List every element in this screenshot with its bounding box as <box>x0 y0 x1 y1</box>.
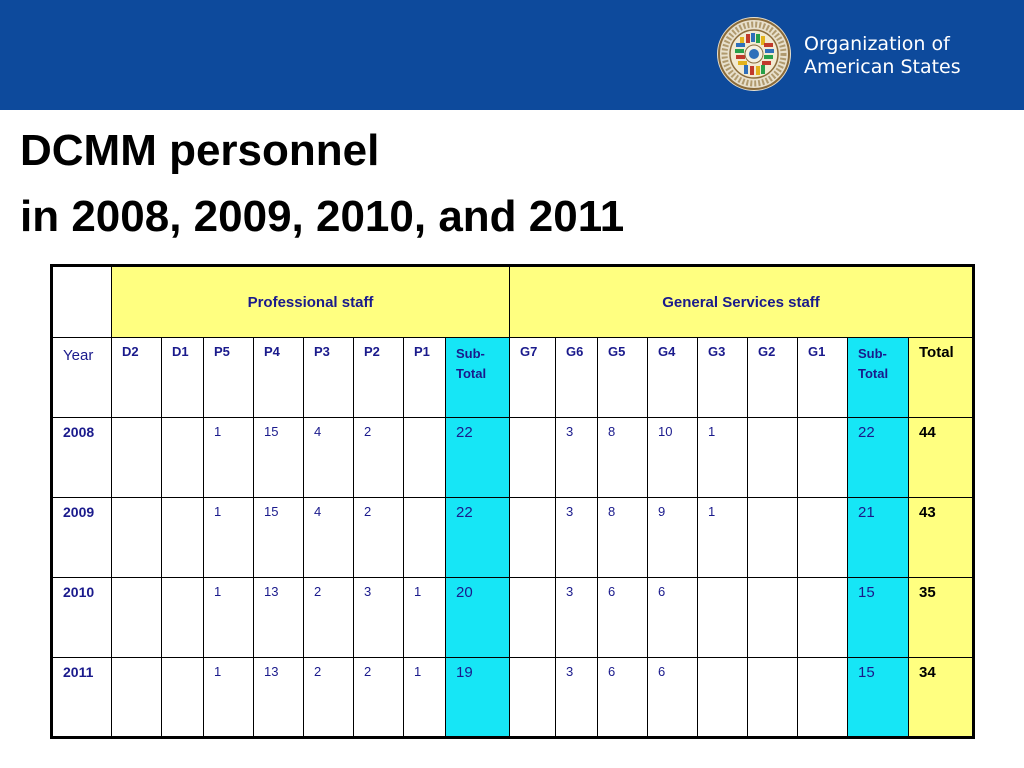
table-cell <box>798 578 848 658</box>
table-cell: 1 <box>204 658 254 738</box>
col-header-g3: G3 <box>698 338 748 418</box>
table-cell: 6 <box>648 658 698 738</box>
col-header-year: Year <box>52 338 112 418</box>
table-cell: 19 <box>446 658 510 738</box>
col-header-p4: P4 <box>254 338 304 418</box>
table-cell: 13 <box>254 578 304 658</box>
table-cell <box>698 578 748 658</box>
subtotal-label-line1: Sub- <box>858 346 887 361</box>
table-cell: 6 <box>598 578 648 658</box>
col-header-total: Total <box>909 338 974 418</box>
table-cell <box>112 578 162 658</box>
professional-staff-header: Professional staff <box>112 266 510 338</box>
slide-title <box>20 118 624 250</box>
table-row <box>52 418 974 498</box>
table-cell: 34 <box>909 658 974 738</box>
table-cell <box>748 658 798 738</box>
table-cell: 3 <box>354 578 404 658</box>
col-header-d2: D2 <box>112 338 162 418</box>
header-bar <box>0 0 1024 110</box>
col-header-p1: P1 <box>404 338 446 418</box>
table-cell: 21 <box>848 498 909 578</box>
oas-seal-logo <box>716 16 792 92</box>
table-cell: 4 <box>304 418 354 498</box>
table-cell: 1 <box>698 418 748 498</box>
table-cell <box>404 498 446 578</box>
personnel-table <box>50 264 975 739</box>
row-year-cell: 2009 <box>52 498 112 578</box>
table-row <box>52 498 974 578</box>
col-header-g7: G7 <box>510 338 556 418</box>
table-cell: 3 <box>556 578 598 658</box>
table-cell: 15 <box>848 578 909 658</box>
title-line1: DCMM personnel <box>20 126 380 175</box>
organization-name <box>804 33 961 79</box>
table-row <box>52 578 974 658</box>
table-cell: 3 <box>556 498 598 578</box>
table-cell: 13 <box>254 658 304 738</box>
table-cell: 15 <box>848 658 909 738</box>
table-cell <box>162 498 204 578</box>
table-cell <box>510 578 556 658</box>
table-cell <box>112 418 162 498</box>
col-header-p2: P2 <box>354 338 404 418</box>
table-cell <box>510 498 556 578</box>
table-cell: 8 <box>598 498 648 578</box>
table-cell: 1 <box>404 658 446 738</box>
table-cell: 2 <box>304 658 354 738</box>
org-name-line2: American States <box>804 56 961 78</box>
org-name-line1: Organization of <box>804 33 950 55</box>
table-cell: 1 <box>204 498 254 578</box>
table-cell <box>510 418 556 498</box>
table-cell: 22 <box>446 498 510 578</box>
corner-cell <box>52 266 112 338</box>
table-cell: 15 <box>254 418 304 498</box>
general-services-staff-header: General Services staff <box>510 266 974 338</box>
table-cell <box>162 418 204 498</box>
table-cell <box>112 498 162 578</box>
table-cell: 15 <box>254 498 304 578</box>
col-header-g5: G5 <box>598 338 648 418</box>
table-cell: 1 <box>698 498 748 578</box>
table-cell: 22 <box>848 418 909 498</box>
table-body <box>52 418 974 738</box>
table-cell <box>798 498 848 578</box>
col-header-p3: P3 <box>304 338 354 418</box>
col-header-p5: P5 <box>204 338 254 418</box>
table-cell: 6 <box>648 578 698 658</box>
row-year-cell: 2008 <box>52 418 112 498</box>
col-header-d1: D1 <box>162 338 204 418</box>
table-cell: 43 <box>909 498 974 578</box>
table-cell <box>112 658 162 738</box>
table-cell: 44 <box>909 418 974 498</box>
column-header-row <box>52 338 974 418</box>
table-cell <box>798 418 848 498</box>
table-cell: 2 <box>354 658 404 738</box>
table-cell <box>748 578 798 658</box>
col-header-g1: G1 <box>798 338 848 418</box>
col-header-professional-subtotal <box>446 338 510 418</box>
table-cell: 35 <box>909 578 974 658</box>
col-header-g2: G2 <box>748 338 798 418</box>
table-cell: 8 <box>598 418 648 498</box>
table-cell <box>162 578 204 658</box>
table-cell: 1 <box>204 578 254 658</box>
table-cell: 1 <box>204 418 254 498</box>
table-cell: 2 <box>354 498 404 578</box>
group-header-row <box>52 266 974 338</box>
subtotal-label-line1: Sub- <box>456 346 485 361</box>
table-cell: 3 <box>556 418 598 498</box>
table-row <box>52 658 974 738</box>
subtotal-label-line2: Total <box>456 366 487 381</box>
col-header-g6: G6 <box>556 338 598 418</box>
table-cell: 6 <box>598 658 648 738</box>
row-year-cell: 2010 <box>52 578 112 658</box>
table-cell: 1 <box>404 578 446 658</box>
table-cell: 4 <box>304 498 354 578</box>
col-header-g4: G4 <box>648 338 698 418</box>
table-cell: 3 <box>556 658 598 738</box>
table-cell <box>748 498 798 578</box>
table-cell: 22 <box>446 418 510 498</box>
table-cell <box>748 418 798 498</box>
table-cell <box>162 658 204 738</box>
table-cell <box>404 418 446 498</box>
table-cell: 2 <box>304 578 354 658</box>
table-cell <box>698 658 748 738</box>
col-header-general-subtotal <box>848 338 909 418</box>
table-cell: 2 <box>354 418 404 498</box>
row-year-cell: 2011 <box>52 658 112 738</box>
table-cell: 9 <box>648 498 698 578</box>
table-cell <box>798 658 848 738</box>
table-cell <box>510 658 556 738</box>
table-cell: 20 <box>446 578 510 658</box>
title-line2: in 2008, 2009, 2010, and 2011 <box>20 192 625 241</box>
subtotal-label-line2: Total <box>858 366 889 381</box>
table-cell: 10 <box>648 418 698 498</box>
